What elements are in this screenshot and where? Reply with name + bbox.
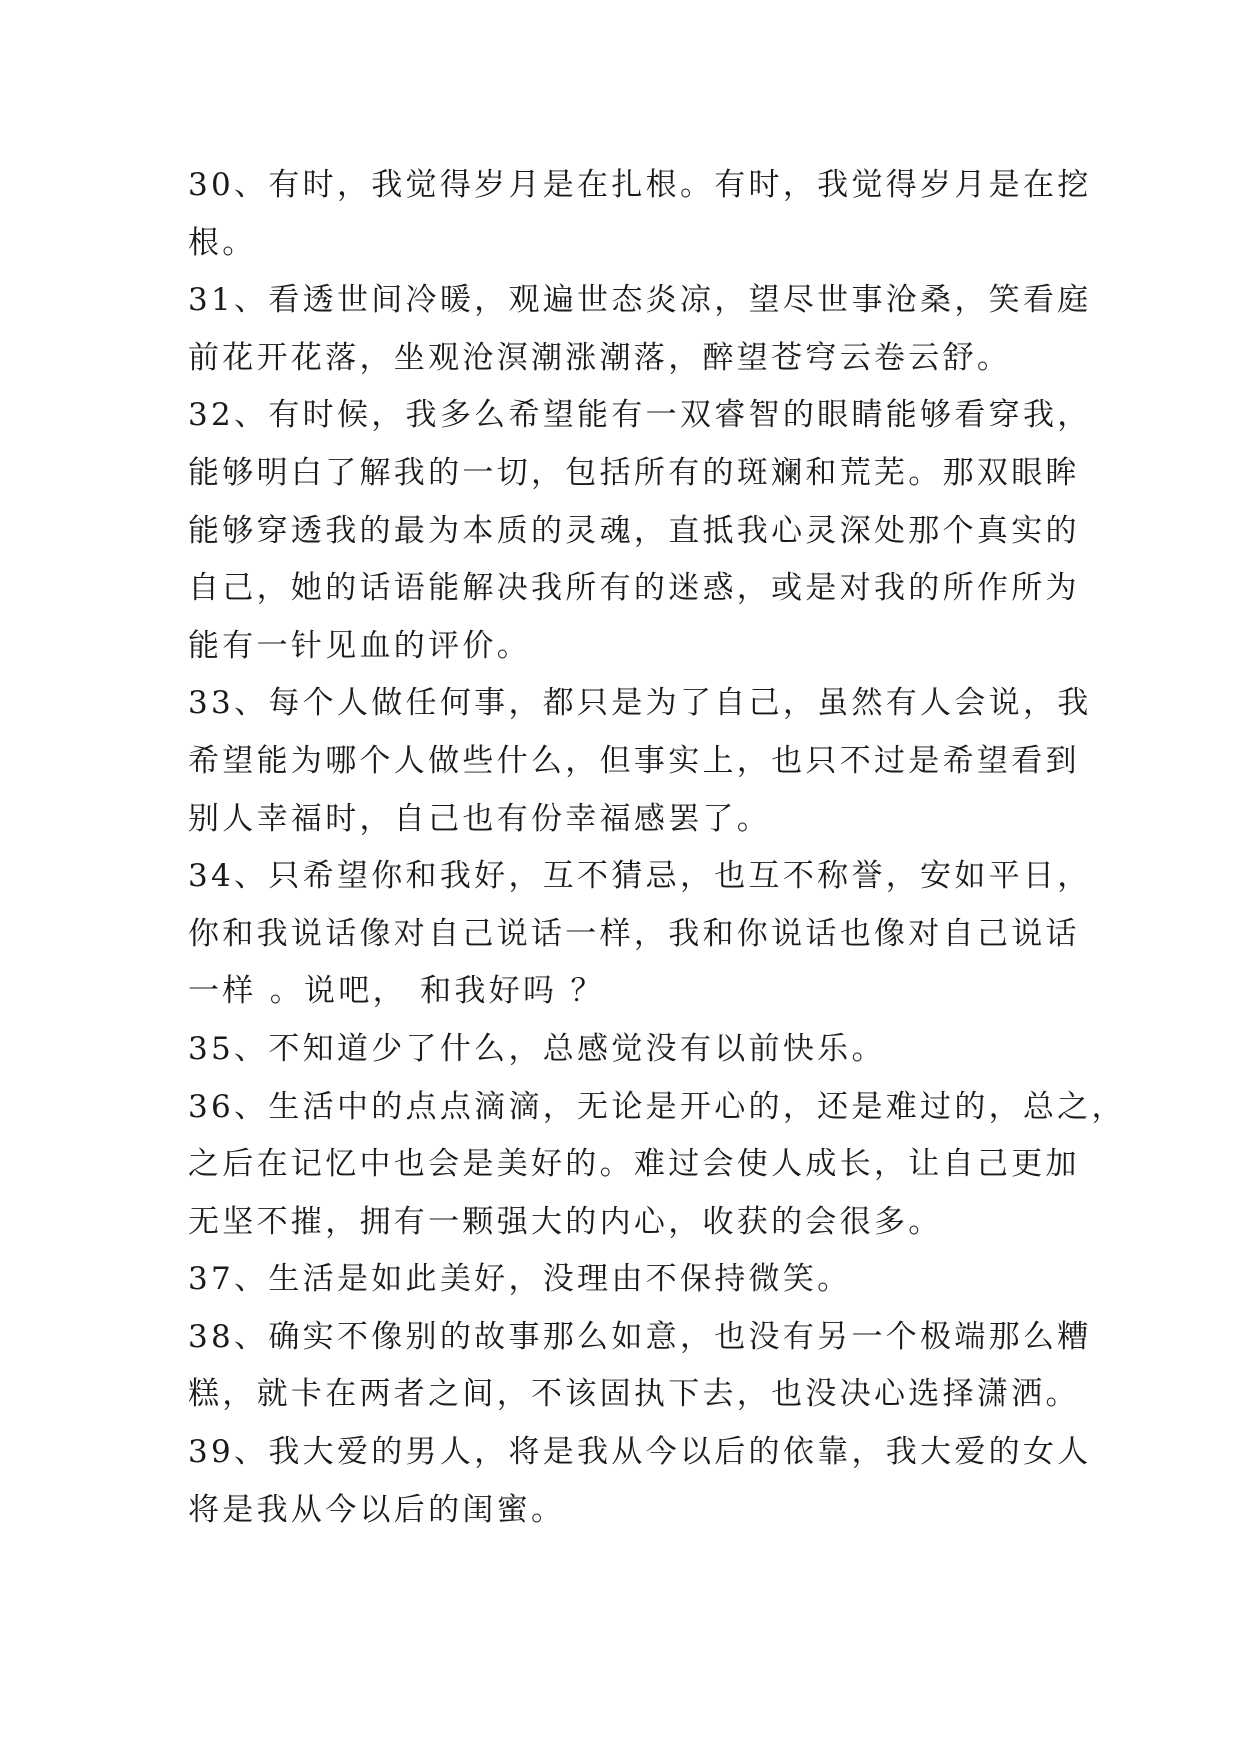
text-line: 37、生活是如此美好，没理由不保持微笑。 — [188, 1261, 852, 1298]
text-line: 一样 。说吧， 和我好吗 ？ — [188, 973, 605, 1010]
text-line: 38、确实不像别的故事那么如意，也没有另一个极端那么糟 — [188, 1318, 1092, 1355]
text-line: 33、每个人做任何事，都只是为了自己，虽然有人会说，我 — [188, 685, 1092, 722]
text-line: 你和我说话像对自己说话一样，我和你说话也像对自己说话 — [188, 915, 1080, 952]
text-line: 32、有时候，我多么希望能有一双睿智的眼睛能够看穿我， — [188, 397, 1092, 434]
text-line: 能够穿透我的最为本质的灵魂，直抵我心灵深处那个真实的 — [188, 512, 1080, 549]
text-line: 前花开花落，坐观沧溟潮涨潮落，醉望苍穹云卷云舒。 — [188, 339, 1012, 376]
text-line: 根。 — [188, 224, 257, 261]
text-line: 糕，就卡在两者之间，不该固执下去，也没决心选择潇洒。 — [188, 1376, 1080, 1413]
text-line: 之后在记忆中也会是美好的。难过会使人成长，让自己更加 — [188, 1146, 1080, 1183]
document-body — [188, 157, 1126, 1539]
text-line: 34、只希望你和我好，互不猜忌，也互不称誉，安如平日， — [188, 858, 1092, 895]
text-line: 自己，她的话语能解决我所有的迷惑，或是对我的所作所为 — [188, 570, 1080, 607]
text-line: 31、看透世间冷暖，观遍世态炎凉，望尽世事沧桑，笑看庭 — [188, 282, 1092, 319]
text-line: 希望能为哪个人做些什么，但事实上，也只不过是希望看到 — [188, 742, 1080, 779]
text-line: 30、有时，我觉得岁月是在扎根。有时，我觉得岁月是在挖 — [188, 167, 1092, 203]
text-line: 将是我从今以后的闺蜜。 — [188, 1491, 566, 1528]
text-line: 36、生活中的点点滴滴，无论是开心的，还是难过的，总之， — [188, 1088, 1126, 1125]
text-line: 能够明白了解我的一切，包括所有的斑斓和荒芜。那双眼眸 — [188, 454, 1080, 491]
text-line: 别人幸福时，自己也有份幸福感罢了。 — [188, 800, 772, 837]
text-line: 能有一针见血的评价。 — [188, 627, 531, 664]
text-line: 无坚不摧，拥有一颗强大的内心，收获的会很多。 — [188, 1203, 943, 1240]
text-line: 35、不知道少了什么，总感觉没有以前快乐。 — [188, 1030, 886, 1067]
text-line: 39、我大爱的男人，将是我从今以后的依靠，我大爱的女人 — [188, 1434, 1092, 1471]
